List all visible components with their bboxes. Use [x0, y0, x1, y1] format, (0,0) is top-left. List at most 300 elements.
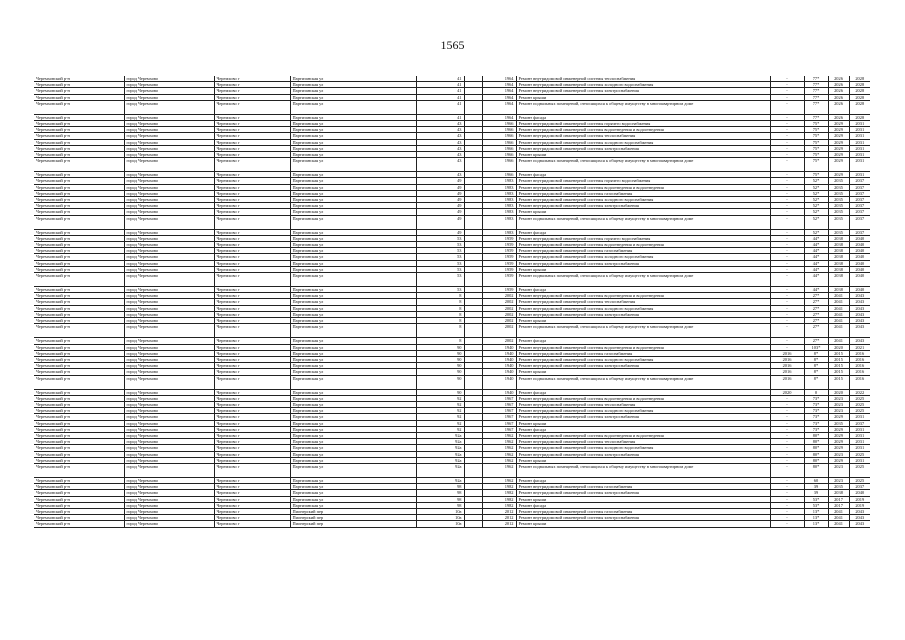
cell-settlement: город Черемхово — [124, 439, 214, 445]
cell-district: Черемховский р-н — [34, 94, 124, 100]
cell-area: 77* — [804, 94, 828, 100]
cell-street: Партизанская ул — [290, 338, 416, 344]
cell-district: Черемховский р-н — [34, 375, 124, 389]
cell-blank — [464, 215, 482, 229]
cell-year_built: 1966 — [482, 158, 516, 172]
cell-settlement: город Черемхово — [124, 88, 214, 94]
cell-district: Черемховский р-н — [34, 76, 124, 82]
cell-year_prior: - — [770, 496, 804, 502]
cell-settlement: город Черемхово — [124, 311, 214, 317]
cell-locality: Черемхово г — [214, 190, 290, 196]
cell-work: Ремонт внутридомовой инженерной системы горячего водоснабжения — [516, 121, 770, 127]
cell-locality: Черемхово г — [214, 401, 290, 407]
cell-year_built: 1964 — [482, 88, 516, 94]
cell-area: 75* — [804, 139, 828, 145]
cell-area: 73* — [804, 420, 828, 426]
cell-district: Черемховский р-н — [34, 484, 124, 490]
cell-street: Партизанская ул — [290, 229, 416, 235]
cell-house: 41 — [416, 82, 464, 88]
cell-district: Черемховский р-н — [34, 311, 124, 317]
cell-start: 2020 — [828, 389, 849, 395]
cell-end: 2031 — [849, 457, 870, 463]
cell-end: 2043 — [849, 311, 870, 317]
cell-district: Черемховский р-н — [34, 490, 124, 496]
cell-year_built: 1983 — [482, 178, 516, 184]
cell-year_prior: - — [770, 260, 804, 266]
cell-district: Черемховский р-н — [34, 508, 124, 514]
cell-year_built: 1967 — [482, 420, 516, 426]
cell-locality: Черемхово г — [214, 356, 290, 362]
cell-end: 2025 — [849, 451, 870, 457]
cell-district: Черемховский р-н — [34, 203, 124, 209]
cell-house: 41 — [416, 94, 464, 100]
cell-start: 2038 — [828, 242, 849, 248]
page-number: 1565 — [440, 38, 465, 52]
cell-settlement: город Черемхово — [124, 389, 214, 395]
cell-settlement: город Черемхово — [124, 254, 214, 260]
cell-house: 41 — [416, 88, 464, 94]
cell-district: Черемховский р-н — [34, 305, 124, 311]
cell-year_built: 1962 — [482, 451, 516, 457]
cell-year_built: 1959 — [482, 248, 516, 254]
cell-street: Партизанская ул — [290, 242, 416, 248]
cell-house: 49 — [416, 209, 464, 215]
cell-district: Черемховский р-н — [34, 502, 124, 508]
cell-area: 44* — [804, 287, 828, 293]
cell-start: 2026 — [828, 88, 849, 94]
cell-street: Партизанская ул — [290, 395, 416, 401]
cell-area: 27* — [804, 305, 828, 311]
cell-locality: Черемхово г — [214, 490, 290, 496]
cell-start: 2035 — [828, 190, 849, 196]
cell-year_prior: - — [770, 311, 804, 317]
cell-end: 2025 — [849, 477, 870, 483]
cell-locality: Черемхово г — [214, 260, 290, 266]
cell-house: 53 — [416, 254, 464, 260]
cell-start: 2029 — [828, 152, 849, 158]
cell-end: 2043 — [849, 515, 870, 521]
cell-area: 53* — [804, 502, 828, 508]
cell-district: Черемховский р-н — [34, 408, 124, 414]
cell-start: 2029 — [828, 414, 849, 420]
cell-end: 2016 — [849, 350, 870, 356]
cell-locality: Черемхово г — [214, 76, 290, 82]
cell-start: 2041 — [828, 305, 849, 311]
cell-area: 75* — [804, 133, 828, 139]
cell-house: 8 — [416, 293, 464, 299]
cell-district: Черемховский р-н — [34, 420, 124, 426]
cell-end: 2025 — [849, 401, 870, 407]
cell-settlement: город Черемхово — [124, 266, 214, 272]
cell-area: 77* — [804, 100, 828, 114]
cell-work: Ремонт фасада — [516, 338, 770, 344]
cell-area: 73* — [804, 414, 828, 420]
cell-work: Ремонт внутридомовой инженерной системы холодного водоснабжения — [516, 408, 770, 414]
cell-house: 53 — [416, 248, 464, 254]
cell-locality: Черемхово г — [214, 197, 290, 203]
cell-start: 2029 — [828, 172, 849, 178]
cell-end: 2043 — [849, 508, 870, 514]
cell-year_prior: - — [770, 273, 804, 287]
cell-street: Партизанская ул — [290, 184, 416, 190]
cell-year_prior: - — [770, 502, 804, 508]
cell-year_prior: - — [770, 100, 804, 114]
cell-year_prior: - — [770, 121, 804, 127]
cell-settlement: город Черемхово — [124, 273, 214, 287]
cell-blank — [464, 100, 482, 114]
cell-settlement: город Черемхово — [124, 463, 214, 477]
cell-end: 2040 — [849, 273, 870, 287]
cell-start: 2038 — [828, 260, 849, 266]
cell-area: 44* — [804, 273, 828, 287]
cell-year_prior: - — [770, 318, 804, 324]
cell-locality: Черемхово г — [214, 235, 290, 241]
cell-settlement: город Черемхово — [124, 260, 214, 266]
cell-year_built: 2012 — [482, 515, 516, 521]
cell-house: 43 — [416, 152, 464, 158]
cell-house: 8 — [416, 318, 464, 324]
cell-start: 2035 — [828, 215, 849, 229]
cell-house: 53 — [416, 273, 464, 287]
cell-district: Черемховский р-н — [34, 445, 124, 451]
cell-year_prior: - — [770, 178, 804, 184]
cell-start: 2023 — [828, 408, 849, 414]
cell-area: 80* — [804, 451, 828, 457]
cell-start: 2041 — [828, 311, 849, 317]
cell-street: Партизанская ул — [290, 127, 416, 133]
cell-year_prior: - — [770, 197, 804, 203]
cell-start: 2023 — [828, 401, 849, 407]
cell-district: Черемховский р-н — [34, 88, 124, 94]
cell-house: 41 — [416, 100, 464, 114]
cell-work: Ремонт подвальных помещений, относящихся к общему имуществу в многоквартирном доме — [516, 100, 770, 114]
cell-end: 2016 — [849, 363, 870, 369]
cell-area: 44* — [804, 266, 828, 272]
table-row — [34, 463, 870, 477]
cell-house: 43 — [416, 158, 464, 172]
cell-work: Ремонт внутридомовой инженерной системы холодного водоснабжения — [516, 305, 770, 311]
cell-year_built: 1962 — [482, 445, 516, 451]
cell-area: 52* — [804, 209, 828, 215]
cell-work: Ремонт внутридомовой инженерной системы теплоснабжения — [516, 133, 770, 139]
cell-house: 92 — [416, 414, 464, 420]
cell-work: Ремонт фасада — [516, 172, 770, 178]
cell-street: Партизанская ул — [290, 344, 416, 350]
cell-work: Ремонт внутридомовой инженерной системы холодного водоснабжения — [516, 82, 770, 88]
cell-street: Партизанская ул — [290, 133, 416, 139]
cell-year_built: 1962 — [482, 439, 516, 445]
cell-year_prior: - — [770, 445, 804, 451]
cell-year_prior: 2020 — [770, 389, 804, 395]
cell-year_built: 1940 — [482, 389, 516, 395]
cell-year_prior: - — [770, 414, 804, 420]
cell-work: Ремонт крыши — [516, 94, 770, 100]
cell-area: 8* — [804, 369, 828, 375]
cell-year_built: 1966 — [482, 127, 516, 133]
cell-year_built: 1967 — [482, 426, 516, 432]
cell-street: Партизанская ул — [290, 248, 416, 254]
cell-start: 2029 — [828, 158, 849, 172]
cell-year_prior: - — [770, 293, 804, 299]
cell-area: 52* — [804, 203, 828, 209]
cell-area: 75* — [804, 127, 828, 133]
cell-year_prior: - — [770, 82, 804, 88]
cell-district: Черемховский р-н — [34, 521, 124, 527]
table-row — [34, 100, 870, 114]
cell-year_prior: - — [770, 287, 804, 293]
cell-street: Партизанская ул — [290, 311, 416, 317]
cell-street: Партизанская ул — [290, 389, 416, 395]
cell-start: 2035 — [828, 184, 849, 190]
cell-street: Партизанская ул — [290, 484, 416, 490]
cell-end: 2040 — [849, 242, 870, 248]
cell-locality: Черемхово г — [214, 457, 290, 463]
cell-year_prior: - — [770, 299, 804, 305]
cell-year_built: 2012 — [482, 521, 516, 527]
cell-end: 2028 — [849, 114, 870, 120]
cell-end: 2016 — [849, 356, 870, 362]
cell-end: 2037 — [849, 229, 870, 235]
cell-work: Ремонт внутридомовой инженерной системы холодного водоснабжения — [516, 197, 770, 203]
cell-start: 2035 — [828, 197, 849, 203]
cell-end: 2019 — [849, 496, 870, 502]
cell-end: 2031 — [849, 152, 870, 158]
cell-end: 2025 — [849, 463, 870, 477]
cell-street: Партизанская ул — [290, 145, 416, 151]
cell-area: 13* — [804, 521, 828, 527]
cell-year_built: 1982 — [482, 502, 516, 508]
cell-area: 80* — [804, 439, 828, 445]
cell-work: Ремонт внутридомовой инженерной системы водоотведения и водоотведения — [516, 344, 770, 350]
cell-start: 2038 — [828, 273, 849, 287]
cell-settlement: город Черемхово — [124, 395, 214, 401]
cell-locality: Черемхово г — [214, 369, 290, 375]
cell-start: 2029 — [828, 127, 849, 133]
cell-district: Черемховский р-н — [34, 273, 124, 287]
cell-end: 2031 — [849, 172, 870, 178]
cell-year_built: 1964 — [482, 114, 516, 120]
cell-end: 2037 — [849, 190, 870, 196]
cell-year_prior: - — [770, 266, 804, 272]
cell-work: Ремонт фасада — [516, 229, 770, 235]
cell-street: Партизанская ул — [290, 172, 416, 178]
cell-house: 92 — [416, 401, 464, 407]
cell-house: 90 — [416, 375, 464, 389]
cell-street: Партизанская ул — [290, 273, 416, 287]
cell-street: Партизанская ул — [290, 260, 416, 266]
cell-house: 53 — [416, 235, 464, 241]
cell-end: 2043 — [849, 324, 870, 338]
cell-end: 2031 — [849, 127, 870, 133]
cell-year_prior: - — [770, 139, 804, 145]
cell-street: Партизанская ул — [290, 318, 416, 324]
cell-work: Ремонт крыши — [516, 420, 770, 426]
cell-start: 2035 — [828, 178, 849, 184]
cell-house: 49 — [416, 190, 464, 196]
cell-locality: Черемхово г — [214, 203, 290, 209]
cell-house: 49 — [416, 215, 464, 229]
cell-work: Ремонт внутридомовой инженерной системы газоснабжения — [516, 484, 770, 490]
cell-street: Партизанская ул — [290, 152, 416, 158]
cell-street: Партизанская ул — [290, 235, 416, 241]
cell-work: Ремонт внутридомовой инженерной системы электроснабжения — [516, 363, 770, 369]
cell-work: Ремонт крыши — [516, 266, 770, 272]
cell-district: Черемховский р-н — [34, 197, 124, 203]
cell-street: Партизанская ул — [290, 439, 416, 445]
cell-settlement: город Черемхово — [124, 190, 214, 196]
cell-work: Ремонт фасада — [516, 287, 770, 293]
cell-street: Партизанская ул — [290, 414, 416, 420]
cell-area: 39 — [804, 490, 828, 496]
cell-year_built: 1967 — [482, 401, 516, 407]
cell-locality: Черемхово г — [214, 209, 290, 215]
cell-start: 2038 — [828, 287, 849, 293]
cell-work: Ремонт внутридомовой инженерной системы электроснабжения — [516, 260, 770, 266]
cell-year_built: 1967 — [482, 395, 516, 401]
registry-body — [34, 76, 870, 527]
cell-settlement: город Черемхово — [124, 375, 214, 389]
cell-year_built: 1940 — [482, 369, 516, 375]
cell-house: 92а — [416, 457, 464, 463]
cell-district: Черемховский р-н — [34, 350, 124, 356]
cell-end: 2037 — [849, 203, 870, 209]
cell-start: 2038 — [828, 235, 849, 241]
cell-settlement: город Черемхово — [124, 356, 214, 362]
cell-street: Партизанская ул — [290, 445, 416, 451]
cell-year_prior: - — [770, 490, 804, 496]
cell-year_prior: - — [770, 94, 804, 100]
cell-house: 92а — [416, 445, 464, 451]
cell-locality: Черемхово г — [214, 94, 290, 100]
cell-year_built: 1964 — [482, 100, 516, 114]
cell-year_prior: 2016 — [770, 356, 804, 362]
cell-house: 90 — [416, 350, 464, 356]
cell-house: 90 — [416, 363, 464, 369]
cell-year_built: 1982 — [482, 490, 516, 496]
cell-settlement: город Черемхово — [124, 369, 214, 375]
cell-locality: Черемхово г — [214, 178, 290, 184]
cell-end: 2028 — [849, 94, 870, 100]
cell-house: 90 — [416, 369, 464, 375]
cell-house: 10а — [416, 515, 464, 521]
cell-street: Партизанская ул — [290, 375, 416, 389]
cell-year_built: 1940 — [482, 363, 516, 369]
cell-area: 8* — [804, 363, 828, 369]
cell-area: 44* — [804, 254, 828, 260]
cell-street: Партизанская ул — [290, 350, 416, 356]
cell-year_prior: - — [770, 324, 804, 338]
cell-end: 2040 — [849, 260, 870, 266]
cell-locality: Черемхово г — [214, 242, 290, 248]
cell-year_built: 1962 — [482, 463, 516, 477]
repair-registry-table — [34, 76, 870, 528]
cell-district: Черемховский р-н — [34, 389, 124, 395]
cell-street: Партизанская ул — [290, 209, 416, 215]
cell-start: 2020 — [828, 344, 849, 350]
cell-area: 44* — [804, 235, 828, 241]
cell-settlement: город Черемхово — [124, 127, 214, 133]
cell-district: Черемховский р-н — [34, 145, 124, 151]
cell-year_prior: - — [770, 209, 804, 215]
cell-area: 39 — [804, 484, 828, 490]
cell-area: 52* — [804, 197, 828, 203]
cell-street: Партизанская ул — [290, 94, 416, 100]
cell-street: Партизанская ул — [290, 426, 416, 432]
cell-work: Ремонт внутридомовой инженерной системы холодного водоснабжения — [516, 139, 770, 145]
cell-settlement: город Черемхово — [124, 133, 214, 139]
cell-start: 2041 — [828, 324, 849, 338]
cell-district: Черемховский р-н — [34, 496, 124, 502]
cell-house: 43 — [416, 127, 464, 133]
cell-year_built: 1940 — [482, 356, 516, 362]
cell-year_prior: - — [770, 408, 804, 414]
cell-district: Черемховский р-н — [34, 209, 124, 215]
cell-year_built: 1959 — [482, 287, 516, 293]
cell-area: 27* — [804, 338, 828, 344]
cell-house: 41 — [416, 76, 464, 82]
cell-end: 2021 — [849, 344, 870, 350]
cell-start: 2026 — [828, 76, 849, 82]
cell-district: Черемховский р-н — [34, 139, 124, 145]
cell-settlement: город Черемхово — [124, 457, 214, 463]
cell-end: 2043 — [849, 338, 870, 344]
cell-end: 2043 — [849, 293, 870, 299]
cell-year_prior: - — [770, 457, 804, 463]
cell-street: Партизанская ул — [290, 432, 416, 438]
cell-start: 2015 — [828, 375, 849, 389]
cell-area: 77* — [804, 82, 828, 88]
cell-year_built: 1982 — [482, 484, 516, 490]
cell-street: Партизанская ул — [290, 299, 416, 305]
cell-start: 2029 — [828, 121, 849, 127]
cell-settlement: город Черемхово — [124, 121, 214, 127]
table-row — [34, 158, 870, 172]
cell-end: 2028 — [849, 88, 870, 94]
cell-work: Ремонт крыши — [516, 318, 770, 324]
cell-start: 2041 — [828, 299, 849, 305]
cell-work: Ремонт фасада — [516, 426, 770, 432]
cell-street: Партизанская ул — [290, 463, 416, 477]
cell-work: Ремонт внутридомовой инженерной системы газоснабжения — [516, 248, 770, 254]
cell-district: Черемховский р-н — [34, 172, 124, 178]
cell-street: Пионерский пер — [290, 521, 416, 527]
cell-house: 43 — [416, 145, 464, 151]
cell-settlement: город Черемхово — [124, 496, 214, 502]
cell-end: 2037 — [849, 184, 870, 190]
cell-locality: Черемхово г — [214, 426, 290, 432]
cell-settlement: город Черемхово — [124, 94, 214, 100]
cell-district: Черемховский р-н — [34, 432, 124, 438]
cell-house: 92а — [416, 463, 464, 477]
cell-work: Ремонт крыши — [516, 152, 770, 158]
cell-year_prior: 2016 — [770, 350, 804, 356]
cell-district: Черемховский р-н — [34, 369, 124, 375]
cell-start: 2026 — [828, 100, 849, 114]
cell-locality: Черемхово г — [214, 184, 290, 190]
cell-district: Черемховский р-н — [34, 344, 124, 350]
cell-district: Черемховский р-н — [34, 338, 124, 344]
cell-locality: Черемхово г — [214, 273, 290, 287]
cell-end: 2040 — [849, 254, 870, 260]
cell-year_prior: - — [770, 305, 804, 311]
cell-end: 2028 — [849, 76, 870, 82]
cell-end: 2028 — [849, 100, 870, 114]
cell-settlement: город Черемхово — [124, 502, 214, 508]
cell-year_prior: - — [770, 76, 804, 82]
cell-year_built: 1964 — [482, 82, 516, 88]
cell-district: Черемховский р-н — [34, 324, 124, 338]
cell-street: Партизанская ул — [290, 356, 416, 362]
